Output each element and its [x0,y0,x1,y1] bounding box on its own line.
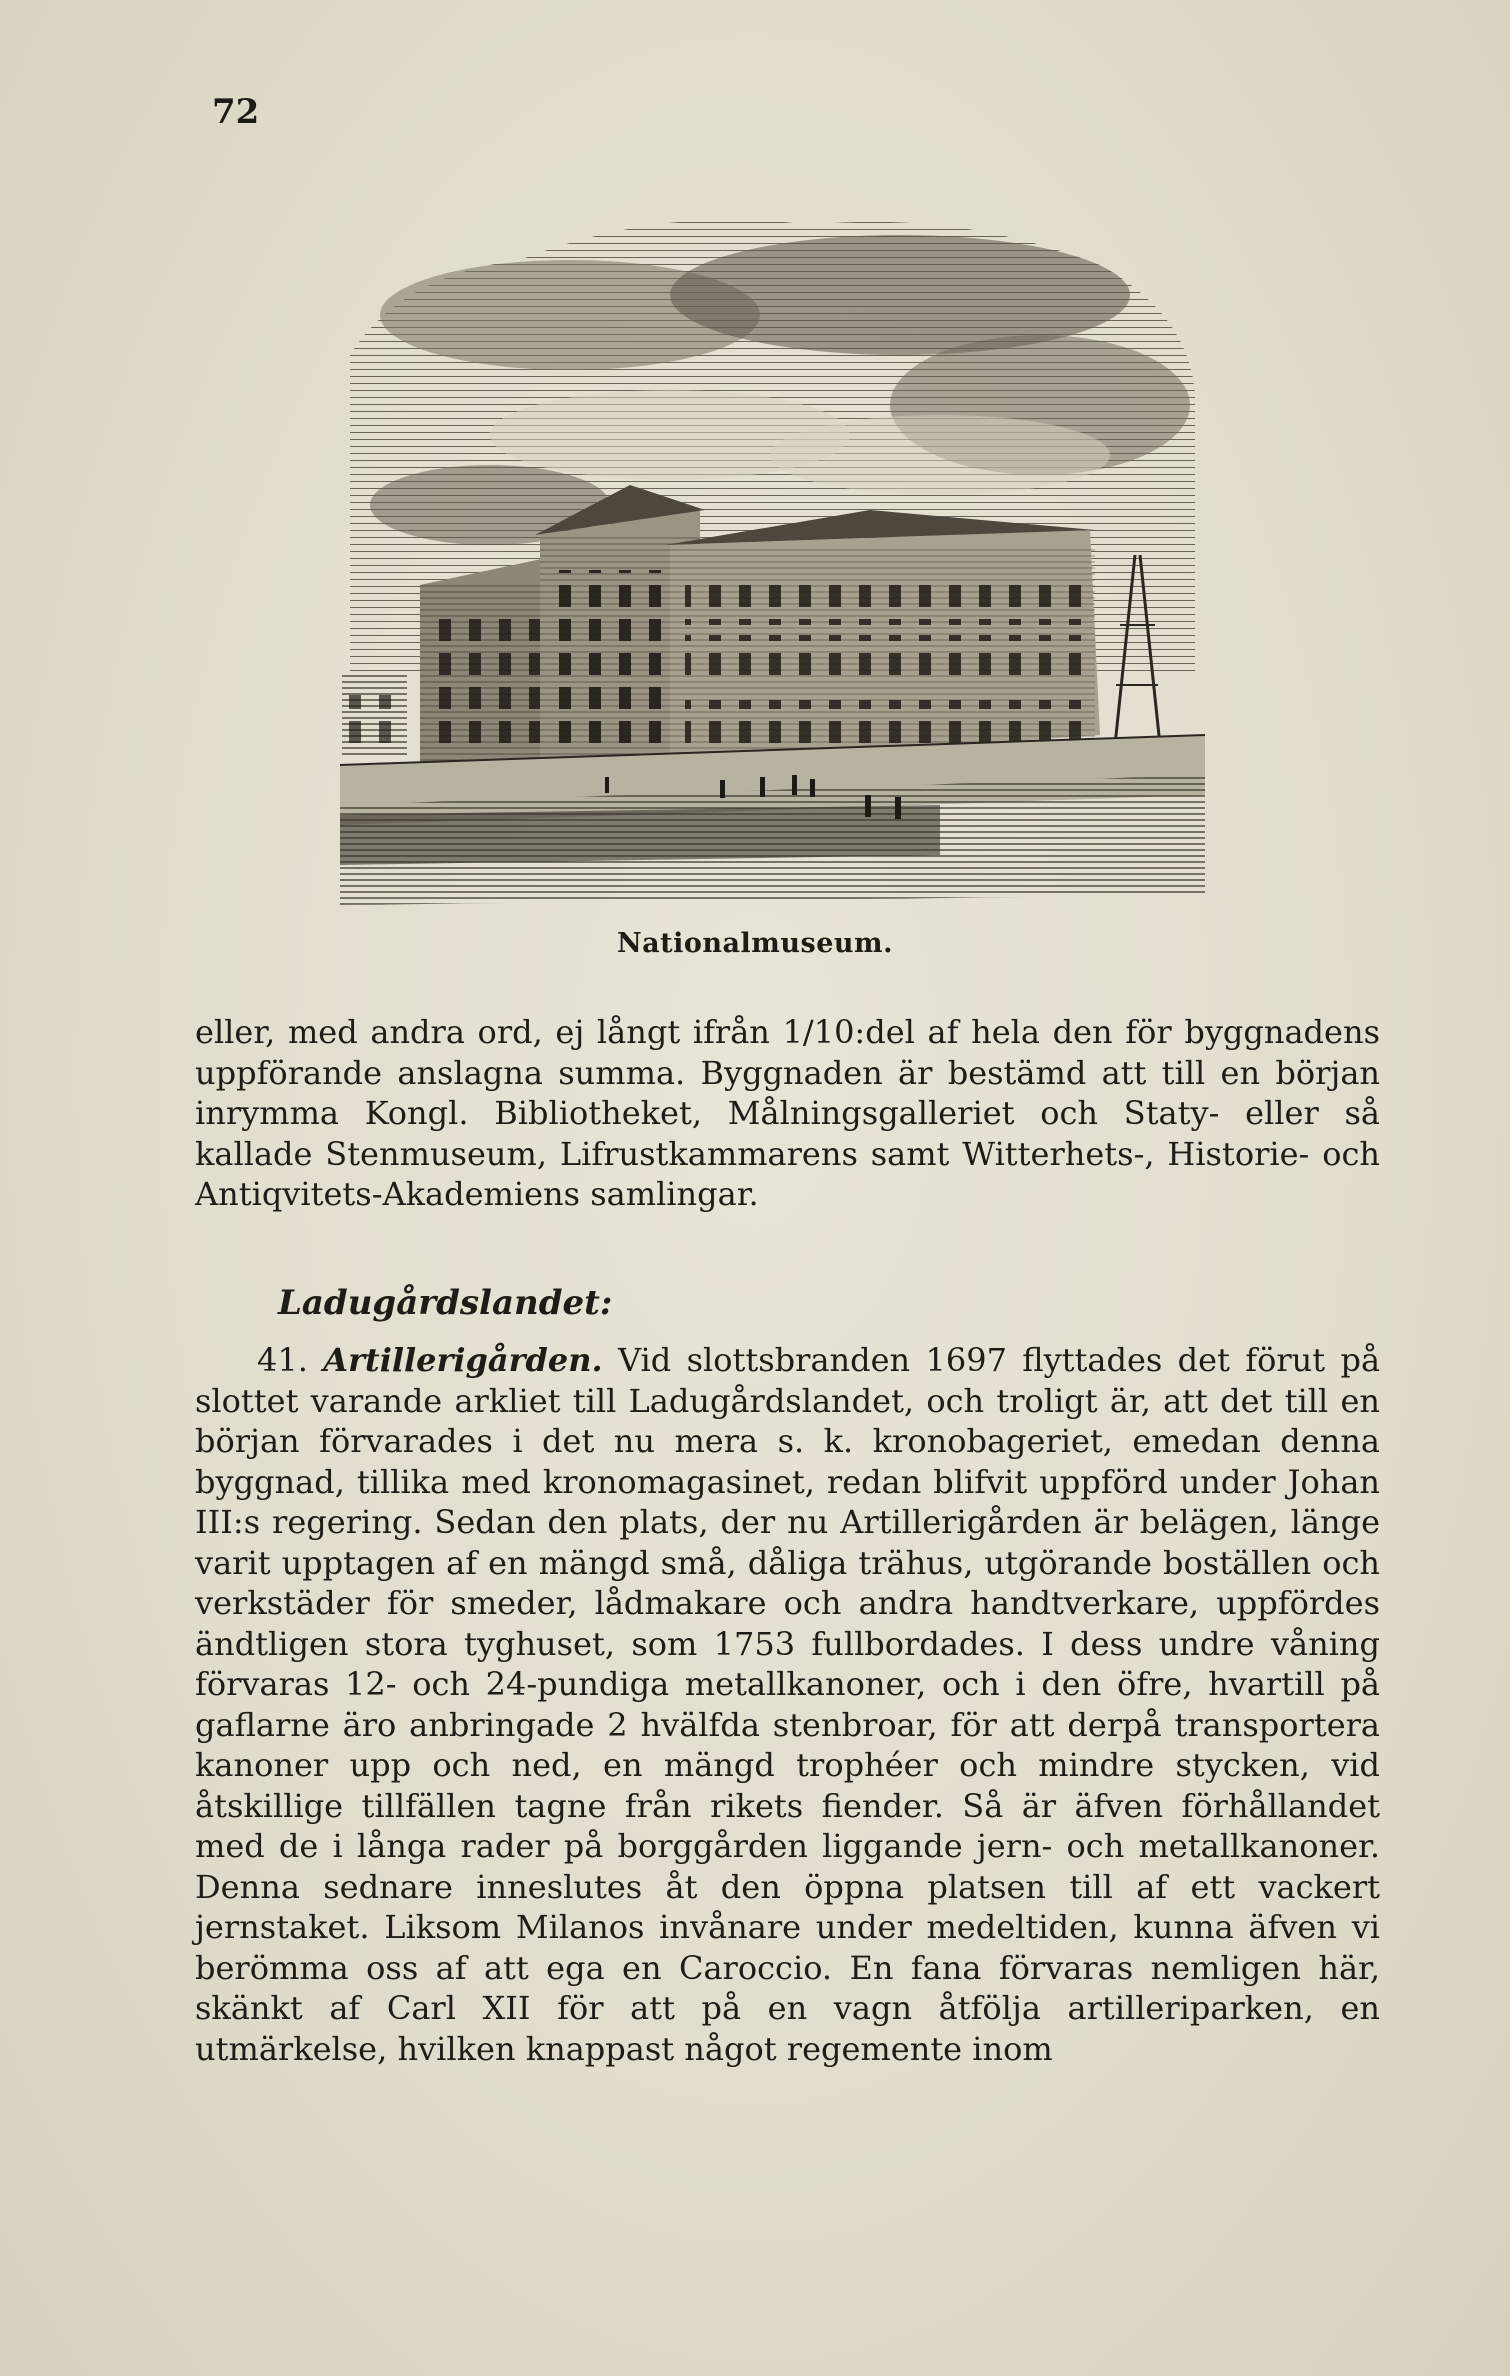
nationalmuseum-engraving [340,205,1205,905]
figure-caption: Nationalmuseum. [617,928,893,959]
entry-title: Artillerigården. [323,1341,603,1379]
paragraph-1: eller, med andra ord, ej långt ifrån 1/10:del af hela den för byggnadens uppförande anslagna summa. Byggnaden är bestämd att till en början inrymma Kongl. Bibliotheket, Målningsgalleriet och Staty- eller så kallade Stenmuseum, Lifrustkammarens samt Witterhets-, Historie- och Antiqvitets-Akademiens samlingar. [195,1013,1380,1213]
entry-number: 41. [257,1341,308,1379]
paragraph-2 [195,1340,1380,2069]
entry-text: Vid slottsbranden 1697 flyttades det förut på slottet varande arkliet till Ladugårdslandet, och troligt är, att det till en början förvarades i det nu mera s. k. kronobageriet, emedan denna byggnad, tillika med kronomagasinet, redan blifvit uppförd under Johan III:s regering. Sedan den plats, der nu Artillerigården är belägen, länge varit upptagen af en mängd små, dåliga trähus, utgörande boställen och verkstäder för smeder, lådmakare och andra handtverkare, uppfördes ändtligen stora tyghuset, som 1753 fullbordades. I dess undre våning förvaras 12- och 24-pundiga metallkanoner, och i den öfre, hvartill på gaflarne äro anbringade 2 hvälfda stenbroar, för att derpå transportera kanoner upp och ned, en mängd trophéer och mindre stycken, vid åtskillige tillfällen tagne från rikets fiender. Så är äfven förhållandet med de i långa rader på borggården liggande jern- och metallkanoner. Denna sednare inneslutes åt den öppna platsen till af ett vackert jernstaket. Liksom Milanos invånare under medeltiden, kunna äfven vi berömma oss af att ega en Caroccio. En fana förvaras nemligen här, skänkt af Carl XII för att på en vagn åtfölja artilleriparken, en utmärkelse, hvilken knappast något regemente inom [195,1341,1381,2068]
page-number: 72 [212,92,260,132]
section-heading: Ladugårdslandet: [278,1283,613,1323]
